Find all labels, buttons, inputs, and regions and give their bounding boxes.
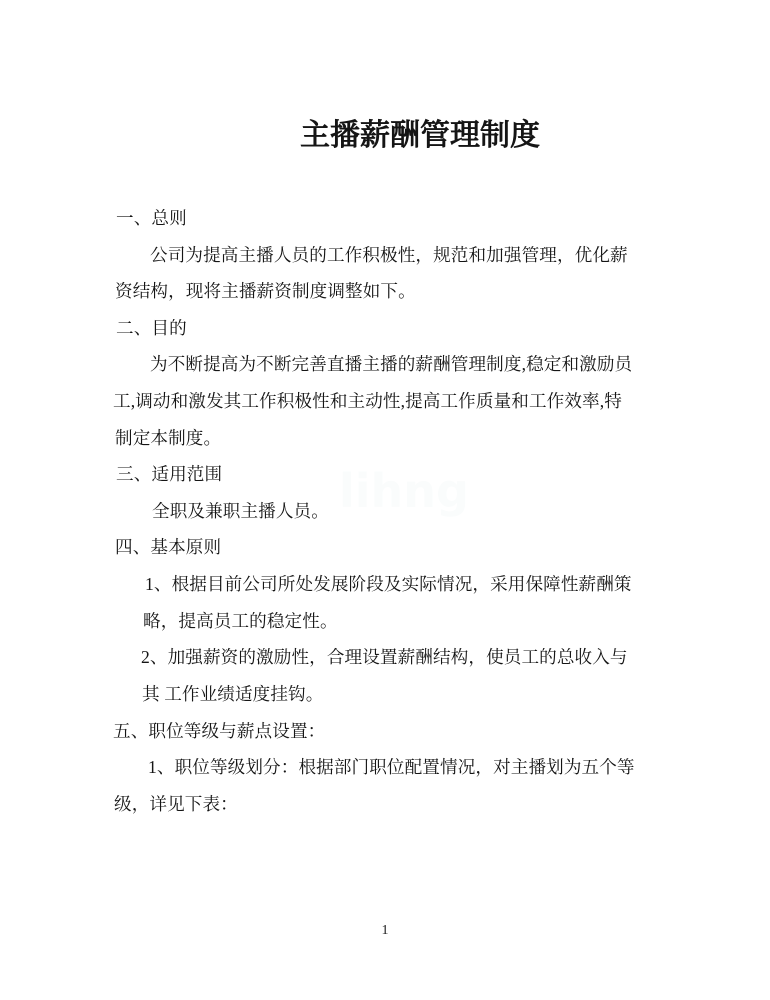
- page-number: 1: [381, 923, 389, 938]
- paragraph-line: 级，详见下表：: [114, 794, 238, 814]
- list-item-line: 1、职位等级划分：根据部门职位配置情况，对主播划为五个等: [148, 757, 635, 777]
- paragraph-line: 为不断提高为不断完善直播主播的薪酬管理制度,稳定和激励员: [150, 354, 633, 374]
- paragraph-line: 资结构，现将主播薪资制度调整如下。: [115, 281, 416, 301]
- list-item-line: 略，提高员工的稳定性。: [143, 611, 338, 631]
- paragraph-line: 制定本制度。: [115, 428, 222, 448]
- list-item-line: 2、加强薪资的激励性，合理设置薪酬结构，使员工的总收入与: [141, 647, 628, 667]
- section-heading-2: 二、目的: [116, 318, 187, 338]
- paragraph-line: 全职及兼职主播人员。: [152, 501, 329, 521]
- section-heading-5: 五、职位等级与薪点设置：: [113, 721, 326, 741]
- section-heading-3: 三、适用范围: [116, 464, 223, 484]
- paragraph-line: 工,调动和激发其工作积极性和主动性,提高工作质量和工作效率,特: [113, 391, 622, 411]
- document-title: 主播薪酬管理制度: [300, 119, 540, 152]
- section-heading-1: 一、总则: [116, 208, 187, 228]
- list-item-line: 其 工作业绩适度挂钩。: [142, 684, 324, 704]
- watermark-text: lihng: [339, 464, 469, 518]
- list-item-line: 1、根据目前公司所处发展阶段及实际情况，采用保障性薪酬策: [145, 574, 632, 594]
- section-heading-4: 四、基本原则: [115, 537, 222, 557]
- paragraph-line: 公司为提高主播人员的工作积极性，规范和加强管理，优化薪: [150, 245, 628, 265]
